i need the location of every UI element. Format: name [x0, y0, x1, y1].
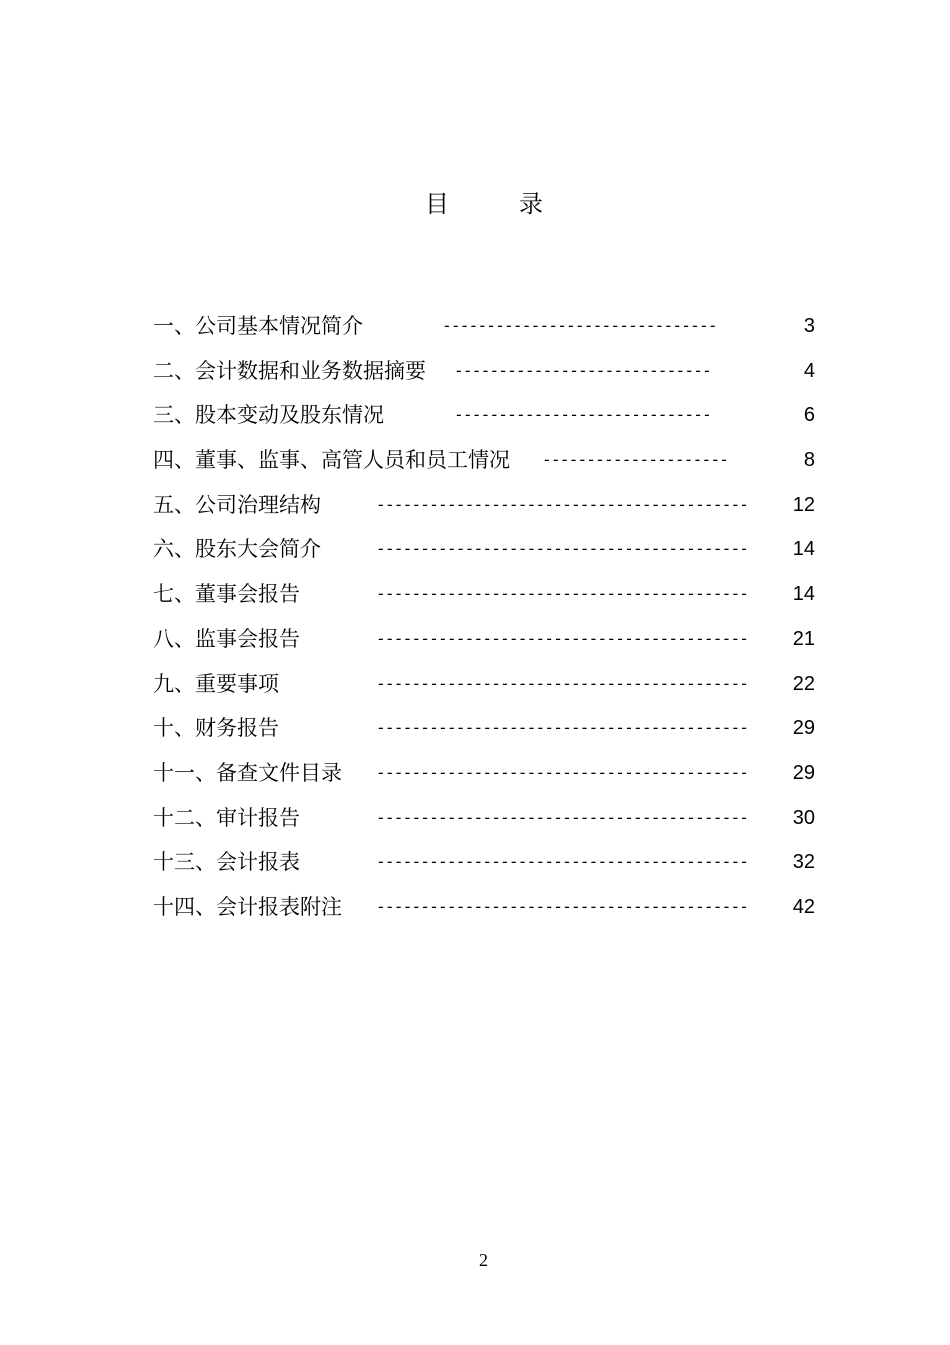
toc-entry-page: 29	[792, 717, 815, 740]
toc-entry[interactable]	[153, 393, 817, 438]
toc-entry-label: 八、监事会报告	[153, 626, 300, 651]
toc-entry-label: 十三、会计报表	[153, 850, 300, 875]
page-title-char-2: 录	[519, 190, 543, 218]
toc-entry-page: 8	[803, 449, 815, 472]
toc-entry[interactable]	[153, 706, 817, 751]
toc-entry-label: 十二、审计报告	[153, 805, 300, 830]
toc-entry-page: 3	[803, 315, 815, 337]
toc-entry[interactable]	[153, 527, 817, 572]
toc-entry-leader: ------------------------------------------	[378, 762, 751, 782]
table-of-contents	[153, 304, 817, 930]
toc-entry-leader: -----------------------------	[456, 360, 713, 380]
toc-entry-label: 十一、备查文件目录	[153, 760, 342, 785]
toc-entry-page: 6	[803, 404, 815, 427]
toc-entry-label: 七、董事会报告	[153, 582, 300, 607]
toc-entry-leader: ------------------------------------------	[378, 852, 751, 872]
toc-entry-page: 32	[792, 851, 815, 874]
toc-entry-leader: ------------------------------------------	[378, 584, 751, 604]
toc-entry[interactable]	[153, 751, 817, 796]
toc-entry-label: 二、会计数据和业务数据摘要	[153, 358, 426, 383]
toc-entry-leader: ------------------------------------------	[378, 896, 751, 916]
toc-entry-leader: ---------------------	[544, 450, 731, 470]
toc-entry-label: 五、公司治理结构	[153, 492, 321, 517]
toc-entry-page: 29	[792, 761, 815, 784]
toc-entry[interactable]	[153, 796, 817, 841]
page-title-char-1: 目	[425, 190, 449, 218]
page-title	[0, 186, 950, 222]
toc-entry[interactable]	[153, 840, 817, 885]
toc-entry-label: 十四、会计报表附注	[153, 894, 342, 919]
toc-entry-leader: ------------------------------------------	[378, 539, 751, 559]
toc-entry-page: 42	[792, 895, 815, 918]
toc-entry-label: 六、股东大会简介	[153, 537, 321, 562]
toc-entry-label: 九、重要事项	[153, 671, 279, 696]
toc-entry-page: 22	[792, 672, 815, 695]
toc-entry-label: 三、股本变动及股东情况	[153, 403, 384, 428]
toc-entry-leader: -----------------------------	[456, 405, 713, 425]
toc-entry-label: 十、财务报告	[153, 716, 279, 741]
toc-entry-leader: ------------------------------------------	[378, 673, 751, 693]
toc-entry-page: 14	[792, 583, 815, 606]
toc-entry[interactable]	[153, 349, 817, 394]
toc-entry-label: 一、公司基本情况简介	[153, 314, 363, 338]
toc-entry[interactable]	[153, 304, 817, 349]
toc-entry[interactable]	[153, 483, 817, 528]
toc-entry-page: 21	[792, 627, 815, 650]
toc-entry[interactable]	[153, 617, 817, 662]
toc-entry-page: 30	[792, 806, 815, 829]
toc-entry-page: 4	[803, 359, 815, 382]
toc-entry-leader: ------------------------------------------	[378, 494, 751, 514]
toc-entry-page: 14	[792, 538, 815, 561]
toc-entry-leader: ------------------------------------------	[378, 628, 751, 648]
page-number: 2	[479, 1250, 488, 1270]
toc-entry-leader: ------------------------------------------	[378, 718, 751, 738]
toc-entry[interactable]	[153, 662, 817, 707]
toc-entry-page: 12	[792, 493, 815, 516]
toc-entry-leader: ------------------------------------------	[378, 807, 751, 827]
toc-entry-leader: -------------------------------	[444, 316, 719, 335]
toc-entry[interactable]	[153, 438, 817, 483]
toc-entry[interactable]	[153, 885, 817, 930]
toc-entry[interactable]	[153, 572, 817, 617]
toc-entry-label: 四、董事、监事、高管人员和员工情况	[153, 448, 510, 473]
